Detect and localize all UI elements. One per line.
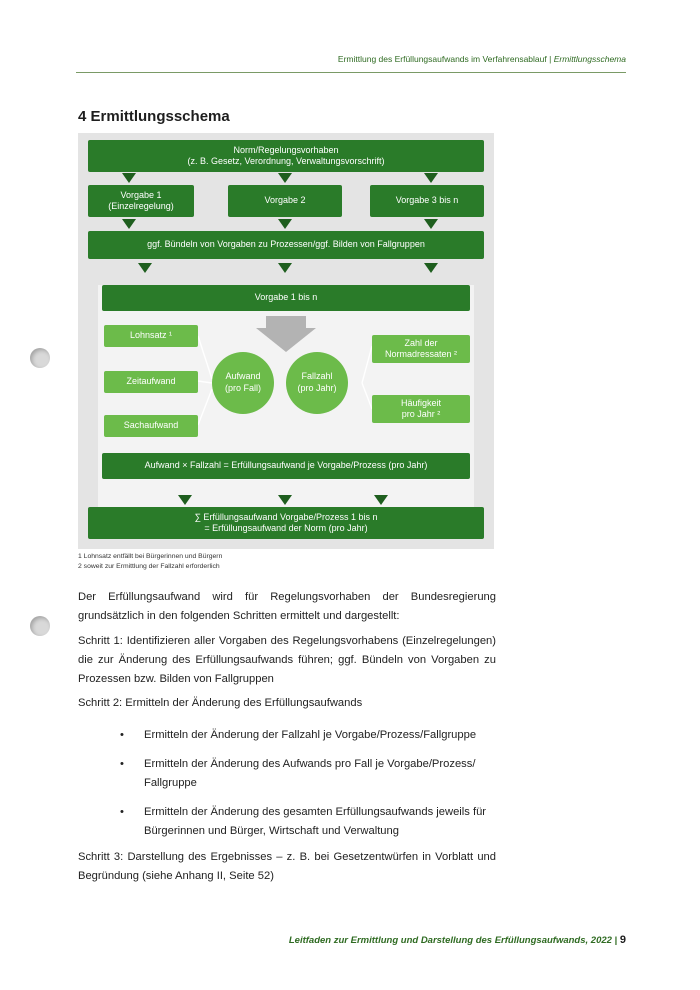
- bundle-box-text: ggf. Bündeln von Vorgaben zu Prozessen/ggf. Bilden von Fallgruppen: [147, 239, 425, 250]
- vorgabe-range-box: [102, 285, 470, 311]
- footnote-1: 1 Lohnsatz entfällt bei Bürgerinnen und Bürgern: [78, 553, 223, 560]
- sum-line1: ∑ Erfüllungsaufwand Vorgabe/Prozess 1 bis n: [194, 511, 378, 522]
- zeitaufwand-box: [104, 371, 198, 393]
- arrow-down-icon: [278, 173, 292, 183]
- fallzahl-subtitle: (pro Jahr): [297, 383, 337, 393]
- ermittlungsschema-diagram: [78, 133, 494, 549]
- formula-text: Aufwand × Fallzahl = Erfüllungsaufwand je Vorgabe/Prozess (pro Jahr): [144, 460, 428, 471]
- fallzahl-circle: [286, 352, 348, 414]
- step-2-paragraph: Schritt 2: Ermitteln der Änderung des Erfüllungsaufwands: [78, 697, 363, 709]
- normadressaten-box: [372, 335, 470, 363]
- sum-line2: = Erfüllungsaufwand der Norm (pro Jahr): [204, 523, 368, 533]
- arrow-down-icon: [122, 219, 136, 229]
- normadressaten-line2: Normadressaten ²: [384, 349, 458, 359]
- lohnsatz-box: [104, 325, 198, 347]
- arrow-down-icon: [138, 263, 152, 273]
- bundle-box: [88, 231, 484, 259]
- bullet-item: • Ermitteln der Änderung des Aufwands pro Fall je Vorgabe/Prozess/ Fallgruppe: [120, 755, 496, 793]
- header-separator: |: [549, 54, 552, 64]
- vorgabe-1-box: [88, 185, 194, 217]
- section-title: 4 Ermittlungsschema: [78, 108, 230, 125]
- step-3-paragraph: Schritt 3: Darstellung des Ergebnisses – z. B. bei Gesetzentwürfen in Vorblatt und Begründung (siehe Anhang II, Seite 52): [78, 851, 496, 882]
- arrow-down-icon: [278, 263, 292, 273]
- arrow-down-icon: [424, 263, 438, 273]
- vorgabe-2-box: [228, 185, 342, 217]
- vorgabe-1-subtitle: (Einzelregelung): [108, 201, 174, 211]
- arrow-down-icon: [122, 173, 136, 183]
- vorgabe-1-title: Vorgabe 1: [120, 189, 162, 200]
- arrow-down-icon: [278, 495, 292, 505]
- aufwand-circle: [212, 352, 274, 414]
- footnote-2: 2 soweit zur Ermittlung der Fallzahl erforderlich: [78, 562, 220, 570]
- haeufigkeit-box: [372, 395, 470, 423]
- aufwand-subtitle: (pro Fall): [224, 383, 261, 393]
- arrow-down-icon: [278, 219, 292, 229]
- bullet-item: • Ermitteln der Änderung des gesamten Erfüllungsaufwands jeweils für Bürgerinnen und Bürger, Wirtschaft und Verwaltung: [120, 803, 496, 841]
- header-subtitle: Ermittlungsschema: [553, 54, 626, 64]
- footer-separator: |: [614, 935, 618, 946]
- bullet-item: • Ermitteln der Änderung der Fallzahl je Vorgabe/Prozess/Fallgruppe: [120, 726, 496, 745]
- arrow-down-icon: [374, 495, 388, 505]
- arrow-down-icon: [424, 219, 438, 229]
- running-header: [80, 54, 626, 64]
- zeitaufwand-label: Zeitaufwand: [126, 376, 176, 387]
- sachaufwand-label: Sachaufwand: [123, 420, 179, 431]
- fallzahl-title: Fallzahl: [301, 371, 333, 382]
- norm-box: [88, 140, 484, 172]
- header-title: Ermittlung des Erfüllungsaufwands im Verfahrensablauf: [337, 54, 547, 64]
- punch-hole-top: [30, 348, 50, 368]
- lohnsatz-label: Lohnsatz ¹: [129, 330, 173, 341]
- norm-box-examples: (z. B. Gesetz, Verordnung, Verwaltungsvorschrift): [187, 156, 385, 166]
- step-1-paragraph: Schritt 1: Identifizieren aller Vorgaben des Regelungsvorhabens (Einzelregelungen) die zur Änderung des Erfüllungsaufwands führen; ggf. Bündeln von Vorgaben zu Prozessen bzw. Bilden von Fallgruppen: [78, 635, 496, 685]
- haeufigkeit-line2: pro Jahr ²: [401, 409, 441, 419]
- punch-hole-bottom: [30, 616, 50, 636]
- sachaufwand-box: [104, 415, 198, 437]
- haeufigkeit-line1: Häufigkeit: [400, 397, 442, 408]
- normadressaten-line1: Zahl der: [404, 337, 438, 348]
- vorgabe-range-text: Vorgabe 1 bis n: [254, 292, 318, 303]
- arrow-down-icon: [178, 495, 192, 505]
- vorgabe-3-title: Vorgabe 3 bis n: [395, 195, 459, 206]
- arrow-down-icon: [424, 173, 438, 183]
- intro-paragraph: Der Erfüllungsaufwand wird für Regelungsvorhaben der Bundesregierung grundsätzlich in den folgenden Schritten ermittelt und dargestellt:: [78, 591, 496, 622]
- vorgabe-2-title: Vorgabe 2: [264, 195, 306, 206]
- footer-title: Leitfaden zur Ermittlung und Darstellung des Erfüllungsaufwands, 2022: [288, 935, 612, 946]
- formula-box: [102, 453, 470, 479]
- vorgabe-3-box: [370, 185, 484, 217]
- sum-box: [88, 507, 484, 539]
- aufwand-title: Aufwand: [225, 371, 261, 382]
- big-down-arrow-icon: [256, 316, 316, 352]
- running-footer: [80, 934, 626, 946]
- norm-box-title: Norm/Regelungsvorhaben: [233, 144, 339, 155]
- diagram-footnotes: [78, 552, 222, 572]
- header-rule: [76, 72, 626, 73]
- step-2-bullet-list: [120, 726, 496, 851]
- page-number: 9: [619, 934, 626, 946]
